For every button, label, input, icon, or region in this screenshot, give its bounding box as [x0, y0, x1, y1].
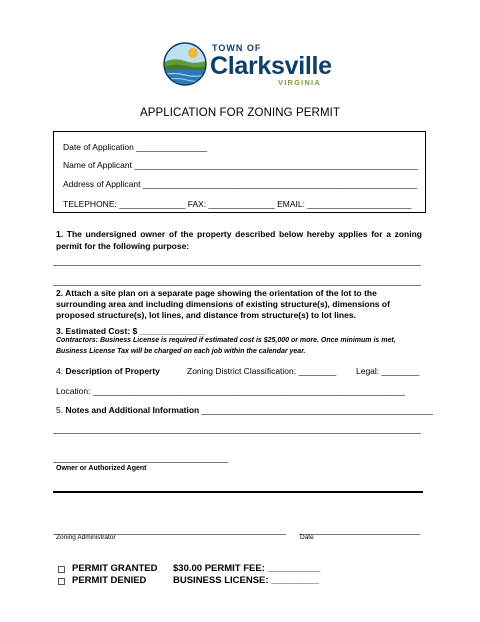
permit-denied-label: PERMIT DENIED — [72, 575, 147, 586]
date-of-application-field[interactable]: Date of Application _______________ — [63, 142, 208, 152]
section-4-label: Description of Property — [65, 366, 160, 376]
date-label: Date — [300, 534, 314, 541]
section-divider — [53, 491, 423, 493]
permit-denied-checkbox[interactable] — [58, 578, 65, 585]
name-of-applicant-field[interactable]: Name of Applicant ____________________________________________________________ — [63, 160, 418, 170]
section-5-label: Notes and Additional Information — [65, 405, 200, 415]
contractor-note: Contractors: Business License is required if estimated cost is $25,000 or more. Once minimum is met, Business License Tax will be charged on each job within the calendar year. — [56, 337, 396, 355]
purpose-line-1[interactable] — [53, 265, 421, 266]
permit-granted-checkbox[interactable] — [58, 566, 65, 573]
section-2-text: 2. Attach a site plan on a separate page showing the orientation of the lot to the surrounding area and including dimensions of existing structure(s), dimensions of proposed structure(s), lot lines, and distance from structure(s) to lot lines. — [56, 288, 390, 320]
owner-signature-line[interactable] — [53, 462, 228, 463]
location-field[interactable]: Location: __________________________________________________________________ — [56, 386, 405, 396]
owner-label: Owner or Authorized Agent — [56, 465, 147, 472]
logo-state-text: VIRGINIA — [278, 78, 321, 87]
town-logo — [162, 40, 332, 88]
section-5-number: 5. — [56, 405, 66, 415]
page-title: APPLICATION FOR ZONING PERMIT — [139, 107, 341, 119]
logo-town-text: TOWN OF — [212, 43, 262, 53]
permit-fee-field[interactable]: $30.00 PERMIT FEE: __________ — [173, 563, 321, 574]
logo-name-text: Clarksville — [210, 52, 332, 80]
notes-line-2[interactable] — [53, 433, 421, 434]
purpose-line-2[interactable] — [53, 285, 421, 286]
section-5-heading — [56, 405, 433, 415]
admin-label: Zoning Administrator — [56, 534, 116, 541]
zoning-district-field[interactable]: Zoning District Classification: ________ — [187, 366, 337, 376]
legal-field[interactable]: Legal: ________ — [356, 366, 420, 376]
notes-line-1[interactable]: _________________________________________________ — [199, 405, 434, 415]
permit-granted-label: PERMIT GRANTED — [72, 563, 158, 574]
section-4-number: 4. — [56, 366, 66, 376]
applicant-info-box — [53, 131, 426, 213]
section-4-heading — [56, 366, 160, 376]
address-of-applicant-field[interactable]: Address of Applicant __________________________________________________________ — [63, 179, 418, 189]
estimated-cost-field[interactable]: 3. Estimated Cost: $ ______________ — [56, 326, 206, 336]
business-license-field[interactable]: BUSINESS LICENSE: _________ — [173, 575, 319, 586]
town-seal-icon — [162, 41, 208, 87]
date-signature-line[interactable] — [299, 534, 420, 535]
contact-fields[interactable]: TELEPHONE: ______________ FAX: ______________ EMAIL: ______________________ — [63, 199, 412, 209]
section-1-text: 1. The undersigned owner of the property described below hereby applies for a zoning permit for the following purpose: — [56, 229, 422, 251]
